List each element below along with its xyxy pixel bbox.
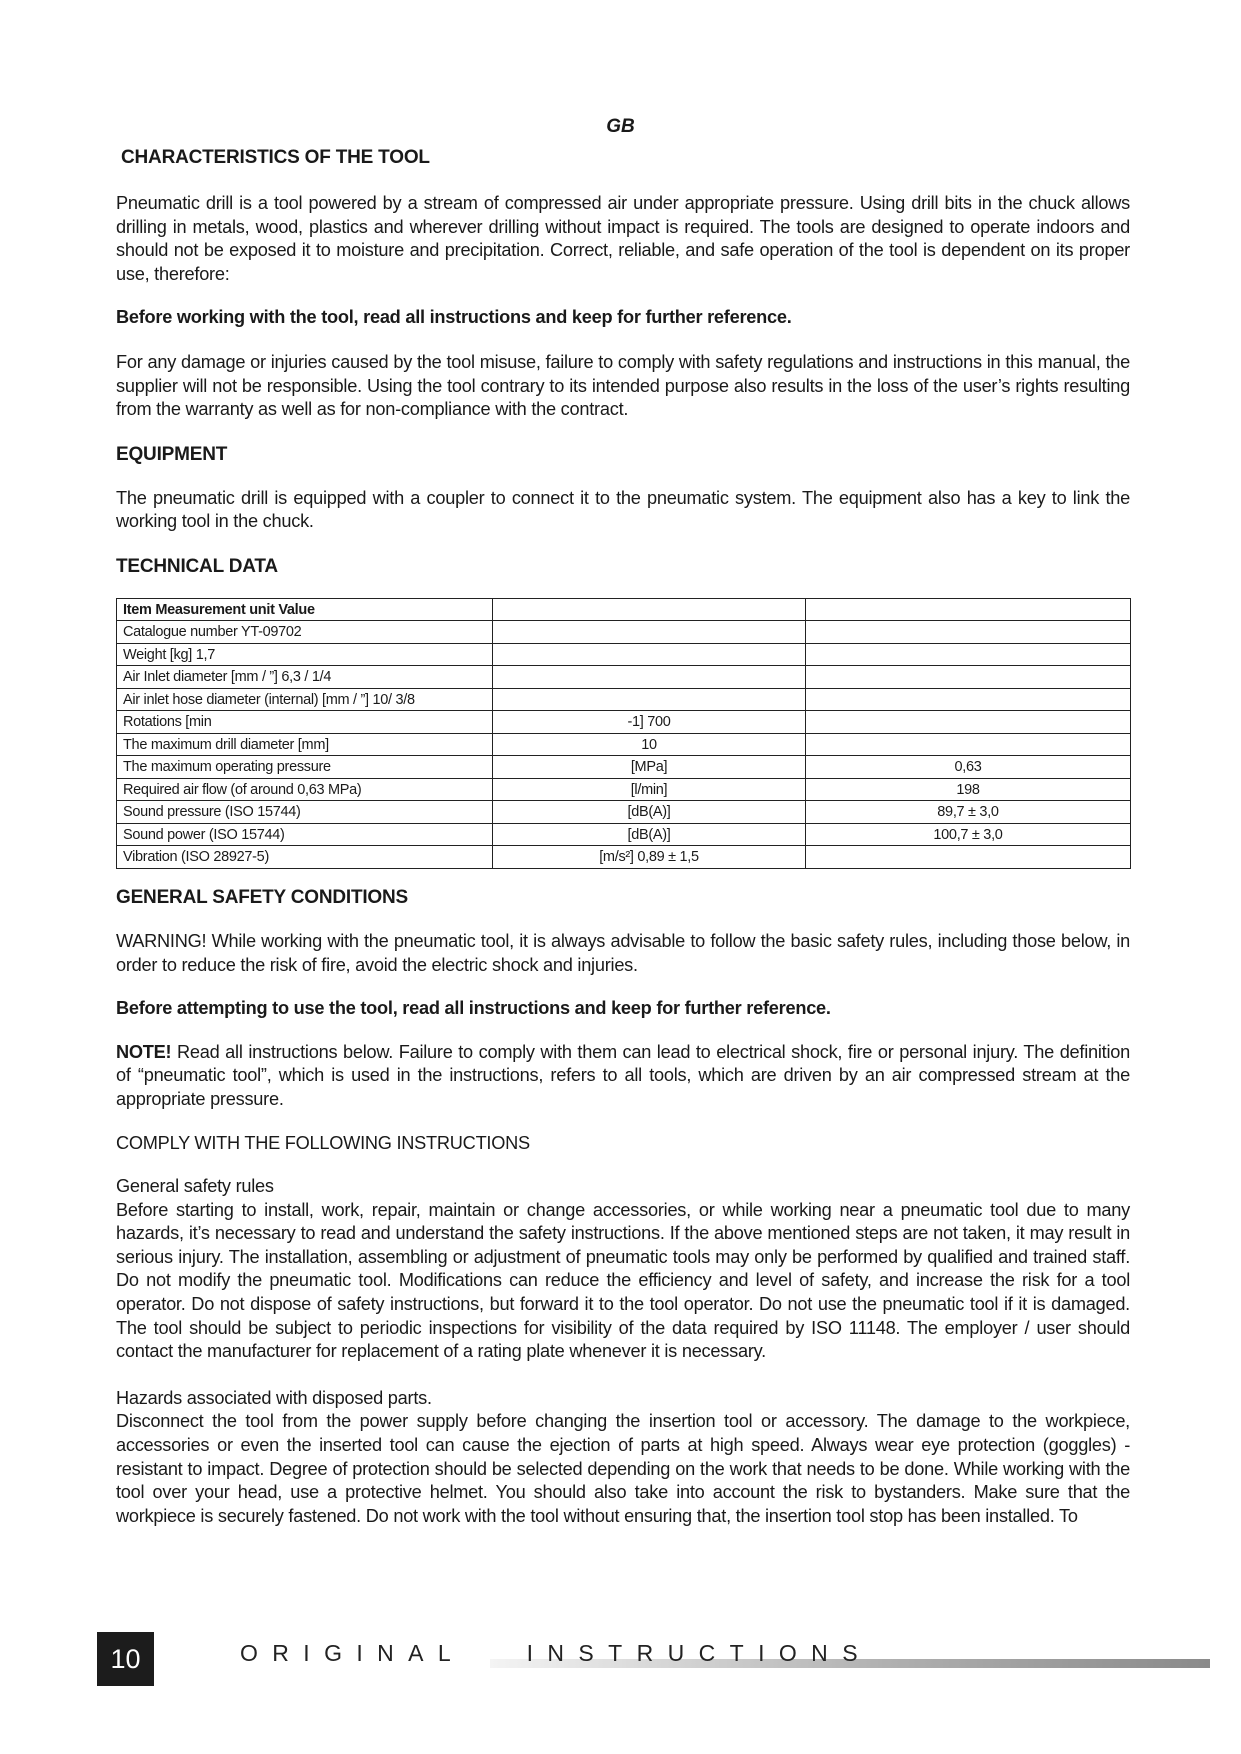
table-cell [806,598,1131,621]
table-cell: [m/s²] 0,89 ± 1,5 [493,846,806,869]
paragraph-intro: Pneumatic drill is a tool powered by a stream of compressed air under appropriate pressure. Using drill bits in the chuck allows drilling in metals, wood, plastics and wherever drilling without impact is required. The tools are designed to operate indoors and should not be exposed it to moisture and precipitation. Correct, reliable, and safe operation of the tool is dependent on its proper use, therefore: [116,193,1130,284]
paragraph-comply: COMPLY WITH THE FOLLOWING INSTRUCTIONS [116,1132,530,1153]
table-cell: Sound pressure (ISO 15744) [117,801,493,824]
table-cell: Catalogue number YT-09702 [117,621,493,644]
table-row [117,756,1131,779]
paragraph-damage-liability: For any damage or injuries caused by the tool misuse, failure to comply with safety regulations and instructions in this manual, the supplier will not be responsible. Using the tool contrary to its intended purpose also results in the loss of the user’s rights resulting from the warranty as well as for non-compliance with the contract. [116,351,1130,420]
table-cell [806,688,1131,711]
general-safety-rules-title: General safety rules [116,1176,274,1197]
paragraph-read-instructions: Before working with the tool, read all instructions and keep for further reference. [116,307,792,328]
table-cell [806,846,1131,869]
table-header-row [117,598,1131,621]
table-cell: Required air flow (of around 0,63 MPa) [117,778,493,801]
paragraph-warning: WARNING! While working with the pneumatic tool, it is always advisable to follow the basic safety rules, including those below, in order to reduce the risk of fire, avoid the electric shock and injuries. [116,930,1130,975]
table-cell [493,621,806,644]
page-content [116,146,1130,1528]
note-text: Read all instructions below. Failure to comply with them can lead to electrical shock, fire or personal injury. The definition of “pneumatic tool”, which is used in the instructions, refers to all tools, which are driven by an air compressed stream at the appropriate pressure. [116,1041,1130,1109]
table-cell: Air Inlet diameter [mm / ”] 6,3 / 1/4 [117,666,493,689]
table-cell: Item Measurement unit Value [117,598,493,621]
note-label: NOTE! [116,1041,172,1062]
heading-characteristics: CHARACTERISTICS OF THE TOOL [121,147,430,168]
table-row [117,801,1131,824]
language-label: GB [606,116,635,137]
table-cell: Weight [kg] 1,7 [117,643,493,666]
table-cell [806,621,1131,644]
table-row [117,711,1131,734]
table-row [117,733,1131,756]
table-cell [806,666,1131,689]
table-cell: 89,7 ± 3,0 [806,801,1131,824]
footer-original-instructions: ORIGINAL INSTRUCTIONS [240,1640,872,1666]
paragraph-read-instructions-2: Before attempting to use the tool, read all instructions and keep for further reference. [116,998,831,1019]
table-cell: Rotations [min [117,711,493,734]
table-cell: 198 [806,778,1131,801]
table-row [117,621,1131,644]
paragraph-hazards: Disconnect the tool from the power supply before changing the insertion tool or accessory. The damage to the workpiece, accessories or even the inserted tool can cause the ejection of parts at high speed. Always wear eye protection (goggles) - resistant to impact. Degree of protection should be selected depending on the work that needs to be done. While working with the tool over your head, use a protective helmet. You should also take into account the risk to bystanders. Make sure that the workpiece is securely fastened. Do not work with the tool without ensuring that, the insertion tool stop has been installed. To [116,1411,1130,1526]
table-cell [806,643,1131,666]
table-cell [806,733,1131,756]
table-row [117,778,1131,801]
table-cell: The maximum operating pressure [117,756,493,779]
table-row [117,823,1131,846]
table-row [117,846,1131,869]
table-cell: [dB(A)] [493,823,806,846]
table-cell: -1] 700 [493,711,806,734]
table-cell: Vibration (ISO 28927-5) [117,846,493,869]
table-cell [493,598,806,621]
paragraph-note [116,1041,1130,1112]
table-cell: Air inlet hose diameter (internal) [mm / ”] 10/ 3/8 [117,688,493,711]
table-cell: [dB(A)] [493,801,806,824]
table-cell: [l/min] [493,778,806,801]
table-cell: 0,63 [806,756,1131,779]
table-cell: Sound power (ISO 15744) [117,823,493,846]
table-cell [493,643,806,666]
table-row [117,643,1131,666]
table-cell: 100,7 ± 3,0 [806,823,1131,846]
table-cell [806,711,1131,734]
page-number: 10 [97,1632,154,1686]
table-cell [493,666,806,689]
table-row [117,688,1131,711]
paragraph-equipment: The pneumatic drill is equipped with a coupler to connect it to the pneumatic system. The equipment also has a key to link the working tool in the chuck. [116,487,1130,532]
table-cell: [MPa] [493,756,806,779]
hazards-title: Hazards associated with disposed parts. [116,1387,432,1408]
table-cell: The maximum drill diameter [mm] [117,733,493,756]
heading-equipment: EQUIPMENT [116,443,228,465]
table-cell [493,688,806,711]
table-cell: 10 [493,733,806,756]
paragraph-general-safety-rules: Before starting to install, work, repair, maintain or change accessories, or while working near a pneumatic tool due to many hazards, it’s necessary to read and understand the safety instructions. If the above mentioned steps are not taken, it may result in serious injury. The installation, assembling or adjustment of pneumatic tools may only be performed by qualified and trained staff. Do not modify the pneumatic tool. Modifications can reduce the efficiency and level of safety, and increase the risk for a tool operator. Do not dispose of safety instructions, but forward it to the tool operator. Do not use the pneumatic tool if it is damaged. The tool should be subject to periodic inspections for visibility of the data required by ISO 11148. The employer / user should contact the manufacturer for replacement of a rating plate whenever it is necessary. [116,1199,1130,1362]
heading-general-safety: GENERAL SAFETY CONDITIONS [116,886,408,908]
table-row [117,666,1131,689]
technical-data-table [116,598,1131,869]
heading-technical-data: TECHNICAL DATA [116,555,278,577]
